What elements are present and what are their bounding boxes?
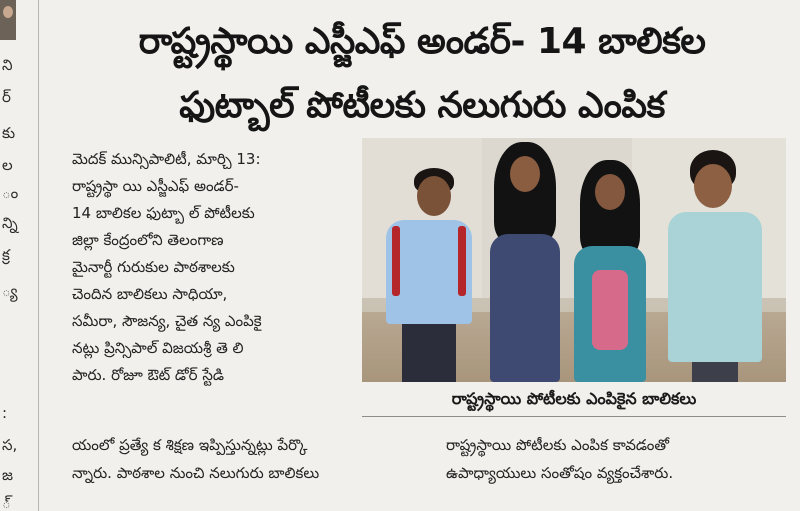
adjacent-column-fragment	[0, 0, 36, 511]
adjacent-photo-thumbnail	[0, 0, 16, 40]
headline-line-2: ఫుట్బాల్ పోటీలకు నలుగురు ఎంపిక	[179, 85, 665, 126]
body-line: 14 బాలికల ఫుట్బా ల్ పోటీలకు	[72, 204, 255, 222]
adjacent-text-fragment: ్య	[2, 282, 18, 300]
article-body	[72, 146, 362, 389]
student-figure	[562, 160, 658, 382]
adjacent-text-fragment: న్ని	[2, 214, 18, 232]
article-photo	[362, 138, 786, 382]
adjacent-text-fragment: :	[2, 404, 8, 422]
student-figure	[372, 168, 482, 382]
body-line: రాష్ట్రస్థా యి ఎస్జీఎఫ్ అండర్-	[72, 177, 239, 195]
body-line: మెదక్ మున్సిపాలిటీ, మార్చి 13:	[72, 150, 261, 168]
body-line: చెందిన బాలికలు సాధియా,	[72, 285, 228, 303]
body-line: జిల్లా కేంద్రంలోని తెలంగాణ	[72, 231, 224, 249]
adjacent-text-fragment: కు	[2, 124, 16, 142]
student-figure	[474, 142, 574, 382]
body-line: సమీరా, సౌజన్య, చైత న్య ఎంపికై	[72, 312, 262, 330]
adjacent-text-fragment: ల	[2, 156, 13, 174]
body-line: మైనార్టీ గురుకుల పాఠశాలకు	[72, 258, 235, 276]
adjacent-text-fragment: స,	[2, 436, 18, 454]
body-line: నట్లు ప్రిన్సిపాల్ విజయశ్రీ తె లి	[72, 339, 244, 357]
adjacent-text-fragment: ర్	[2, 88, 11, 106]
adjacent-text-fragment: జ	[2, 466, 13, 484]
caption-rule	[362, 416, 786, 417]
body-line: న్నారు. పాఠశాల నుంచి నలుగురు బాలికలు	[72, 464, 320, 482]
adjacent-text-fragment: క్ర	[2, 246, 10, 264]
photo-caption: రాష్ట్రస్థాయి పోటీలకు ఎంపికైన బాలికలు	[451, 389, 697, 408]
student-figure	[654, 150, 774, 382]
body-line: యంలో ప్రత్యే క శిక్షణ ఇప్పిస్తున్నట్లు పేర్కొ	[72, 436, 308, 454]
adjacent-text-fragment: ని	[2, 56, 13, 74]
adjacent-text-fragment: ్	[2, 494, 11, 511]
body-line: పారు. రోజూ ఔట్ డోర్ స్టేడి	[72, 366, 224, 384]
adjacent-text-fragment: ం	[2, 184, 19, 202]
column-divider	[38, 0, 39, 511]
body-line: రాష్ట్రస్థాయి పోటీలకు ఎంపిక కావడంతో	[446, 436, 670, 454]
body-line: ఉపాధ్యాయులు సంతోషం వ్యక్తంచేశారు.	[446, 464, 674, 482]
headline-line-1: రాష్ట్రస్థాయి ఎస్జీఎఫ్ అండర్- 14 బాలికల	[138, 21, 706, 62]
